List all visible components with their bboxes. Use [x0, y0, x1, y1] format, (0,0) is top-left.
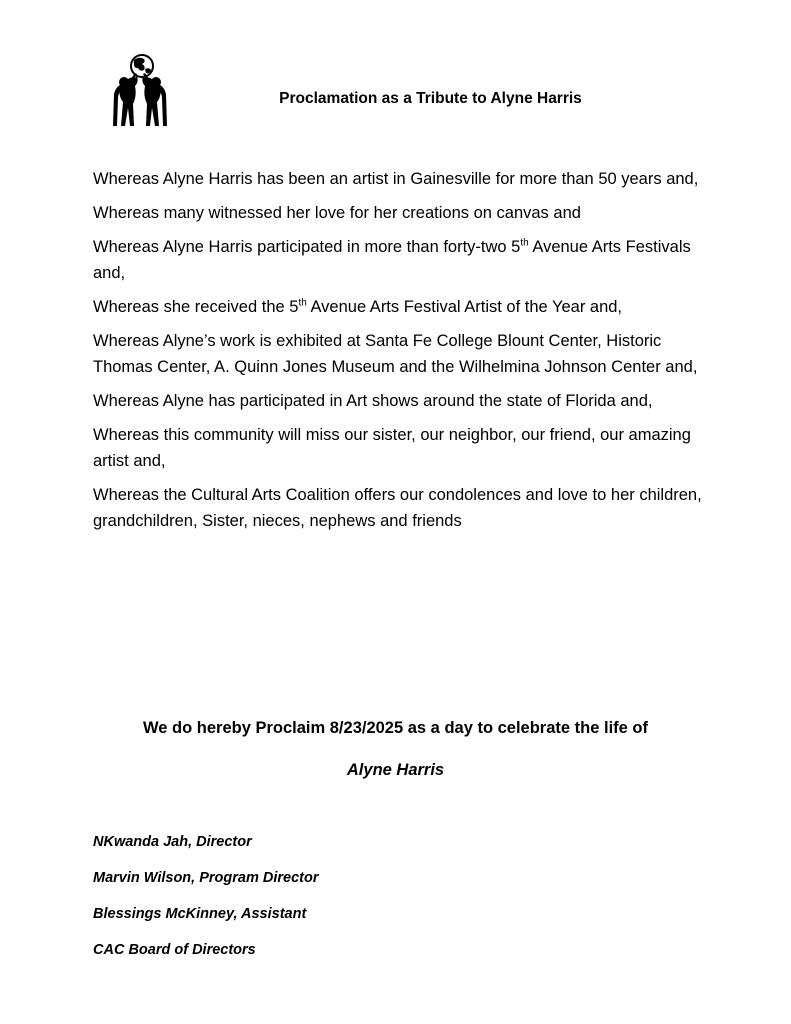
document-title: Proclamation as a Tribute to Alyne Harris: [279, 90, 582, 107]
whereas-clause: Whereas she received the 5th Avenue Arts Festival Artist of the Year and,: [93, 297, 623, 316]
whereas-clause: Whereas Alyne Harris participated in more than forty-two 5th Avenue Arts Festivals and,: [93, 237, 691, 282]
whereas-clause: Whereas this community will miss our sister, our neighbor, our friend, our amazing artist and,: [93, 426, 691, 470]
proclamation-statement: We do hereby Proclaim 8/23/2025 as a day to celebrate the life of: [143, 719, 648, 737]
whereas-clauses: [93, 166, 713, 542]
whereas-clause: Whereas Alyne Harris has been an artist in Gainesville for more than 50 years and,: [93, 170, 699, 188]
whereas-clause: Whereas many witnessed her love for her creations on canvas and: [93, 204, 581, 222]
signatory: CAC Board of Directors: [93, 942, 256, 958]
whereas-clause: Whereas Alyne’s work is exhibited at Santa Fe College Blount Center, Historic Thomas Center, A. Quinn Jones Museum and the Wilhelmina Johnson Center and,: [93, 332, 698, 376]
whereas-clause: Whereas Alyne has participated in Art shows around the state of Florida and,: [93, 392, 653, 410]
honoree-name: Alyne Harris: [346, 761, 445, 779]
whereas-clause: Whereas the Cultural Arts Coalition offers our condolences and love to her children, grandchildren, Sister, nieces, nephews and friends: [93, 486, 702, 530]
signatory: Blessings McKinney, Assistant: [93, 906, 307, 922]
signatory: Marvin Wilson, Program Director: [93, 870, 319, 886]
signatory: NKwanda Jah, Director: [93, 834, 252, 850]
